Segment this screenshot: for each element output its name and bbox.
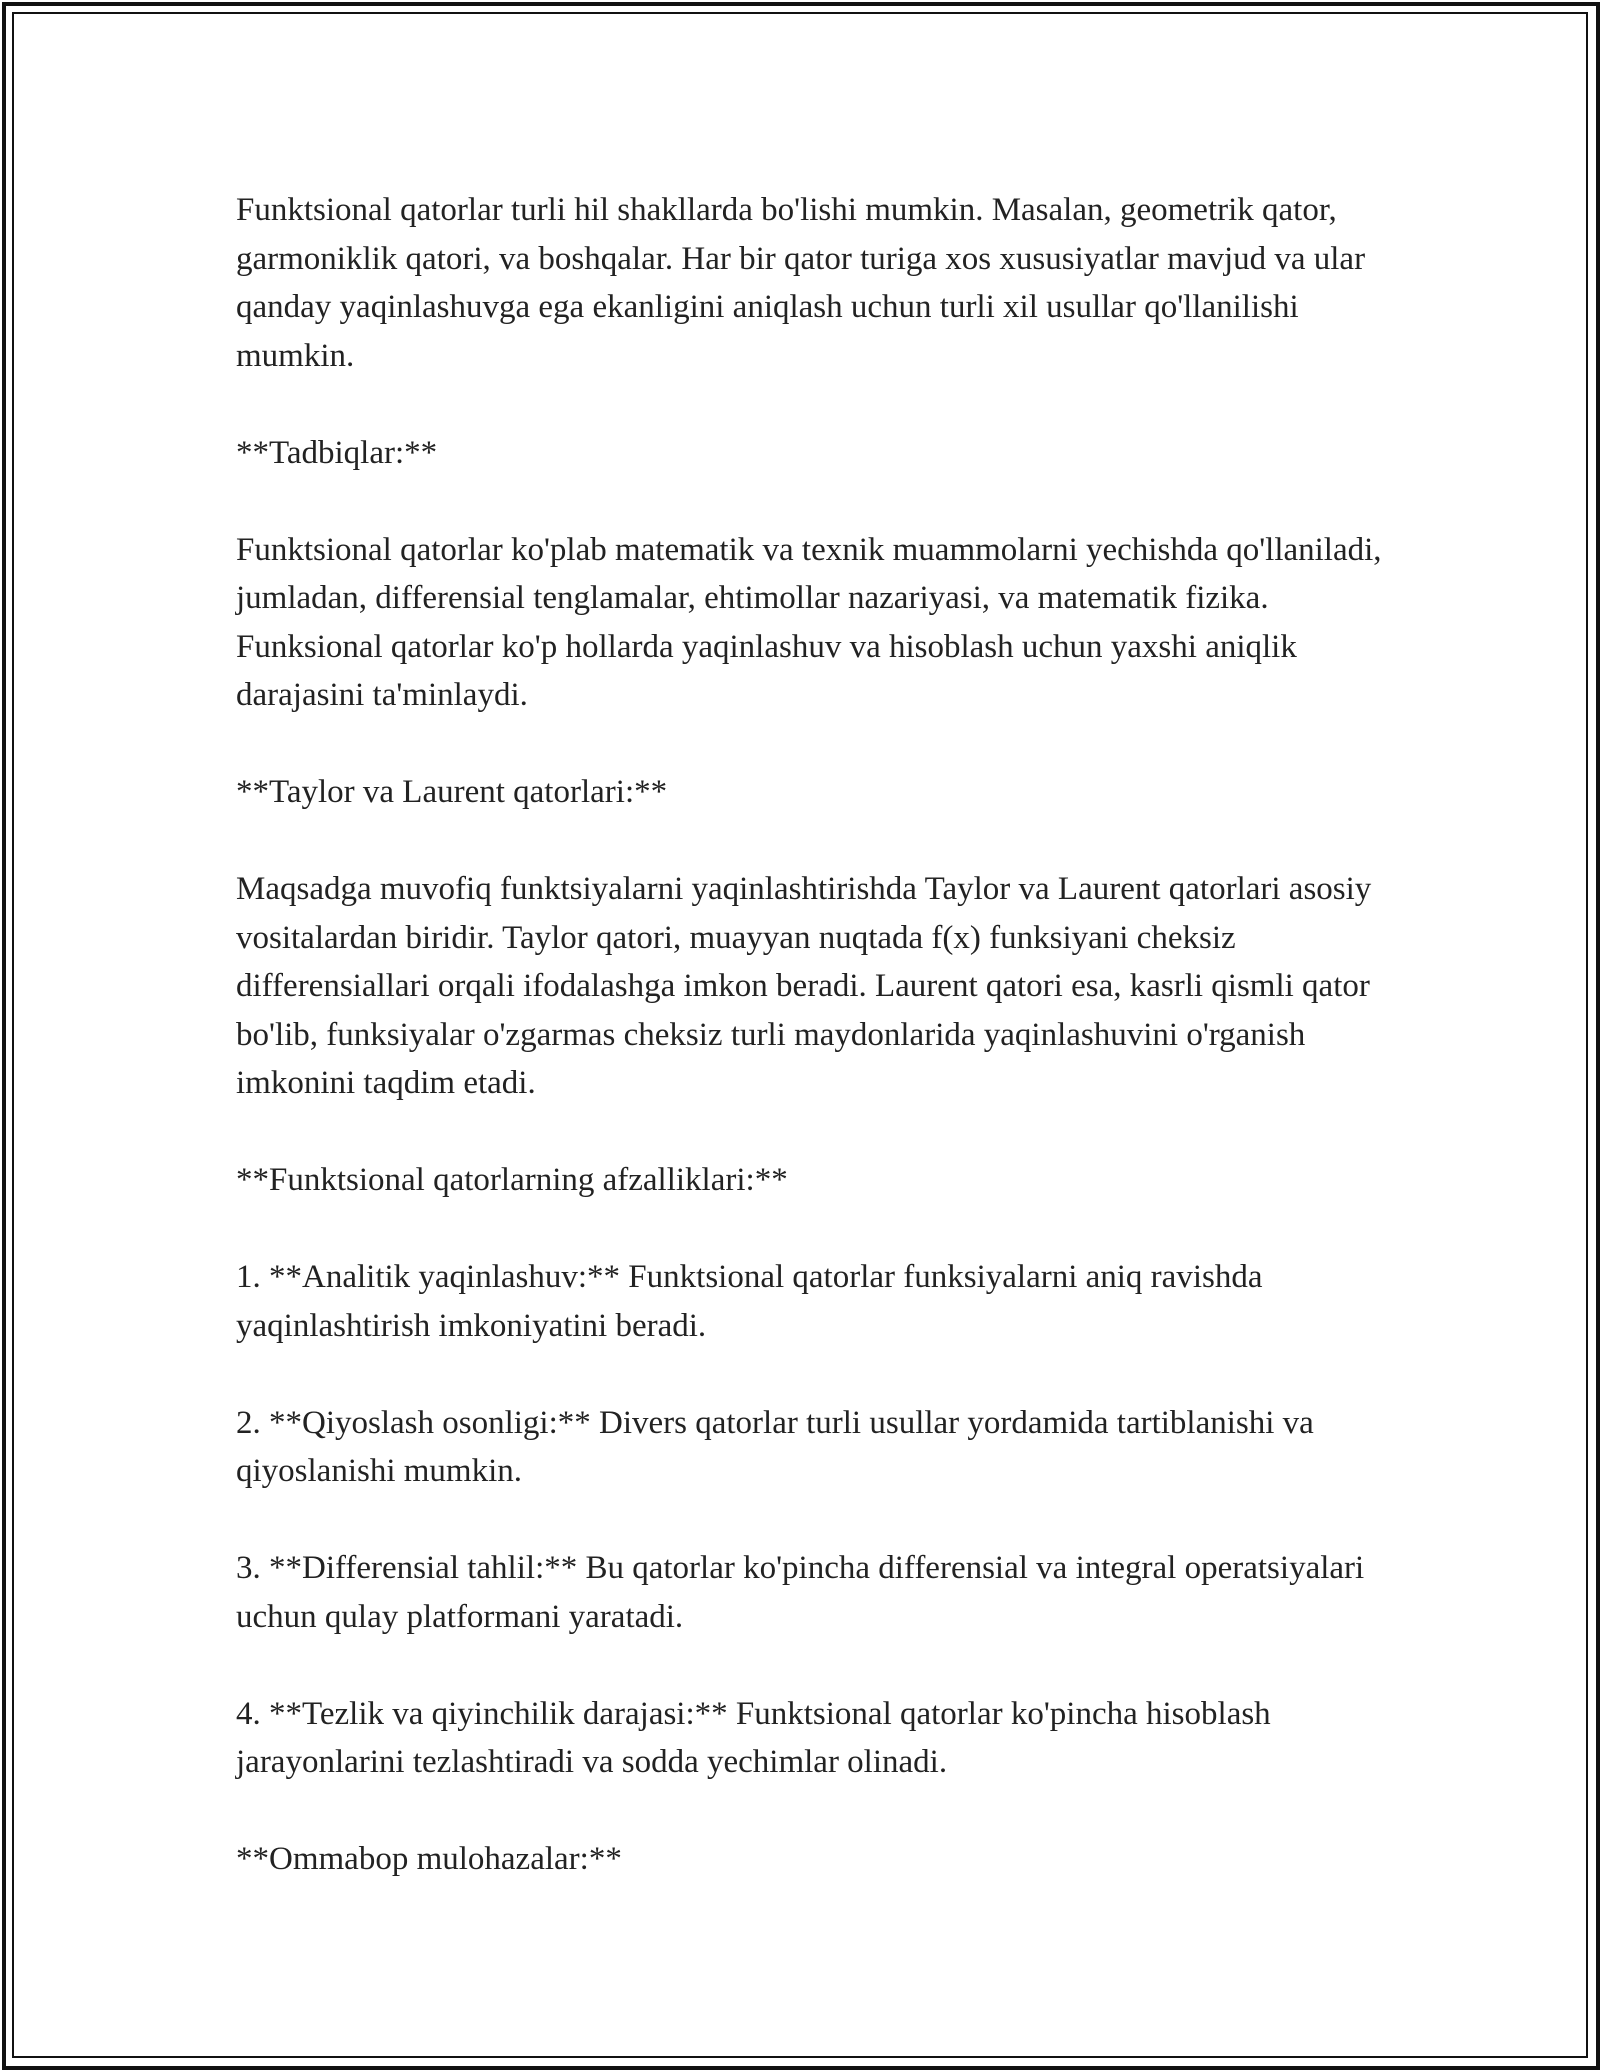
paragraph-applications: Funktsional qatorlar ko'plab matematik va texnik muammolarni yechishda qo'llaniladi, jumladan, differensial tenglamalar, ehtimollar nazariyasi, va matematik fizika. Funksional qatorlar ko'p hollarda yaqinlashuv va hisoblash uchun yaxshi aniqlik darajasini ta'minlaydi.	[236, 531, 1382, 713]
heading-tadbiqlar: **Tadbiqlar:**	[236, 434, 438, 471]
heading-ommabop: **Ommabop mulohazalar:**	[236, 1841, 622, 1877]
document-body	[236, 186, 1386, 1884]
heading-advantages: **Funktsional qatorlarning afzalliklari:**	[236, 1162, 788, 1198]
list-item-2: 2. **Qiyoslash osonligi:** Divers qatorlar turli usullar yordamida tartiblanishi va qiyoslanishi mumkin.	[236, 1404, 1314, 1489]
list-item-1: 1. **Analitik yaqinlashuv:** Funktsional qatorlar funksiyalarni aniq ravishda yaqinlashtirish imkoniyatini beradi.	[236, 1259, 1263, 1344]
heading-taylor-laurent: **Taylor va Laurent qatorlari:**	[236, 774, 668, 810]
paragraph-intro: Funktsional qatorlar turli hil shakllarda bo'lishi mumkin. Masalan, geometrik qator, garmoniklik qatori, va boshqalar. Har bir qator turiga xos xususiyatlar mavjud va ular qanday yaqinlashuvga ega ekanligini aniqlash uchun turli xil usullar qo'llanilishi mumkin.	[236, 192, 1366, 374]
list-item-4: 4. **Tezlik va qiyinchilik darajasi:** Funktsional qatorlar ko'pincha hisoblash jarayonlarini tezlashtiradi va sodda yechimlar olinadi.	[236, 1695, 1271, 1780]
list-item-3: 3. **Differensial tahlil:** Bu qatorlar ko'pincha differensial va integral operatsiyalari uchun qulay platformani yaratadi.	[236, 1550, 1365, 1635]
paragraph-taylor-laurent: Maqsadga muvofiq funktsiyalarni yaqinlashtirishda Taylor va Laurent qatorlari asosiy vositalardan biridir. Taylor qatori, muayyan nuqtada f(x) funksiyani cheksiz differensiallari orqali ifodalashga imkon beradi. Laurent qatori esa, kasrli qismli qator bo'lib, funksiyalar o'zgarmas cheksiz turli maydonlarida yaqinlashuvini o'rganish imkonini taqdim etadi.	[236, 871, 1372, 1101]
